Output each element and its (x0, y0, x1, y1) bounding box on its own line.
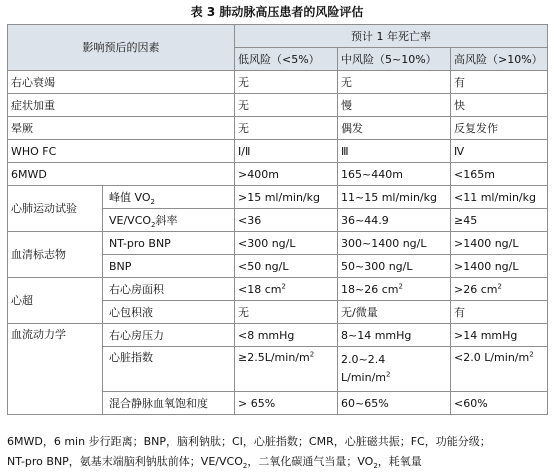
cell-low: <300 ng/L (235, 232, 338, 255)
table-row (8, 163, 548, 186)
cell-mid: 8~14 mmHg (338, 324, 451, 347)
cell-low: <36 (235, 209, 338, 232)
row-label-pericardial-effusion: 心包积液 (103, 301, 235, 324)
header-high-risk: 高风险（>10%） (451, 48, 548, 71)
cell-low: <18 $cm^2$ (235, 278, 338, 301)
cell-mid: 165~440m (338, 163, 451, 186)
cell-low: 无 (235, 71, 338, 94)
cell-low: >15 ml/min/kg (235, 186, 338, 209)
table-row (8, 117, 548, 140)
row-label-ra-area: 右心房面积 (103, 278, 235, 301)
row-label-who-fc: WHO FC (8, 140, 235, 163)
row-label-peak-vo2: 峰值 $VO_2$ (103, 186, 235, 209)
row-label-ve-vco2-slope: $VE/VCO_2$斜率 (103, 209, 235, 232)
cell-high: ≥45 (451, 209, 548, 232)
category-serum-markers: 血清标志物 (8, 232, 103, 278)
cell-low: > 65% (235, 392, 338, 415)
cell-high: 反复发作 (451, 117, 548, 140)
cell-low: 无 (235, 94, 338, 117)
table-row (8, 71, 548, 94)
cell-high: 有 (451, 301, 548, 324)
cell-mid: 11~15 ml/min/kg (338, 186, 451, 209)
row-label-heart-failure: 右心衰竭 (8, 71, 235, 94)
cell-mid: 60~65% (338, 392, 451, 415)
cell-high: >26 $cm^2$ (451, 278, 548, 301)
cell-mid: Ⅲ (338, 140, 451, 163)
header-low-risk: 低风险（<5%） (235, 48, 338, 71)
risk-assessment-table (7, 24, 548, 415)
row-label-ra-pressure: 右心房压力 (103, 324, 235, 347)
cell-mid: 无 (338, 71, 451, 94)
cell-high: >14 mmHg (451, 324, 548, 347)
cell-low: <50 ng/L (235, 255, 338, 278)
cell-high: <60% (451, 392, 548, 415)
table-row (8, 140, 548, 163)
header-mid-risk: 中风险（5~10%） (338, 48, 451, 71)
cell-low: 无 (235, 301, 338, 324)
cell-high: 快 (451, 94, 548, 117)
cell-mid: 偶发 (338, 117, 451, 140)
cell-mid: 300~1400 ng/L (338, 232, 451, 255)
table-caption: 表 3 肺动脉高压患者的风险评估 (190, 5, 364, 19)
category-cpet: 心肺运动试验 (8, 186, 103, 232)
cell-high: <11 ml/min/kg (451, 186, 548, 209)
cell-high: <2.0 $L/\min/m^2$ (451, 347, 548, 392)
row-label-6mwd: 6MWD (8, 163, 235, 186)
row-label-syncope: 晕厥 (8, 117, 235, 140)
table-row (8, 186, 548, 209)
cell-high: >1400 ng/L (451, 255, 548, 278)
table-row (8, 324, 548, 347)
row-label-symptoms: 症状加重 (8, 94, 235, 117)
cell-high: >1400 ng/L (451, 232, 548, 255)
footnote-line-2: NT-pro BNP，氨基末端脑利钠肽前体；$VE/VCO_2$，二氧化碳通气当量；$VO_2$，耗氧量 (7, 455, 422, 471)
cell-mid: 36~44.9 (338, 209, 451, 232)
cell-low: <8 mmHg (235, 324, 338, 347)
table-row (8, 94, 548, 117)
table-row (8, 278, 548, 301)
table-row (8, 232, 548, 255)
cell-mid: 18~26 $cm^2$ (338, 278, 451, 301)
header-factor: 影响预后的因素 (8, 25, 235, 71)
row-label-bnp: BNP (103, 255, 235, 278)
header-row-1 (8, 25, 548, 48)
table-footnote (7, 432, 547, 472)
row-label-svo2: 混合静脉血氧饱和度 (103, 392, 235, 415)
cell-low: >400m (235, 163, 338, 186)
cell-mid: 无/微量 (338, 301, 451, 324)
cell-low: 无 (235, 117, 338, 140)
category-echo: 心超 (8, 278, 103, 324)
cell-mid: 慢 (338, 94, 451, 117)
cell-low: $\ge 2.5L/\min/m^2$ (235, 347, 338, 392)
header-mortality: 预计 1 年死亡率 (235, 25, 548, 48)
cell-high: 有 (451, 71, 548, 94)
cell-mid: 2.0~2.4 $L/\min/m^2$ (338, 347, 451, 392)
cell-high: Ⅳ (451, 140, 548, 163)
cell-mid: 50~300 ng/L (338, 255, 451, 278)
row-label-cardiac-index: 心脏指数 (103, 347, 235, 392)
category-hemodynamics: 血流动力学 (8, 324, 103, 415)
row-label-nt-pro-bnp: NT-pro BNP (103, 232, 235, 255)
cell-low: Ⅰ/Ⅱ (235, 140, 338, 163)
footnote-line-1: 6MWD，6 min 步行距离；BNP，脑利钠肽；CI，心脏指数；CMR，心脏磁共振；FC，功能分级； (7, 435, 491, 448)
cell-high: <165m (451, 163, 548, 186)
